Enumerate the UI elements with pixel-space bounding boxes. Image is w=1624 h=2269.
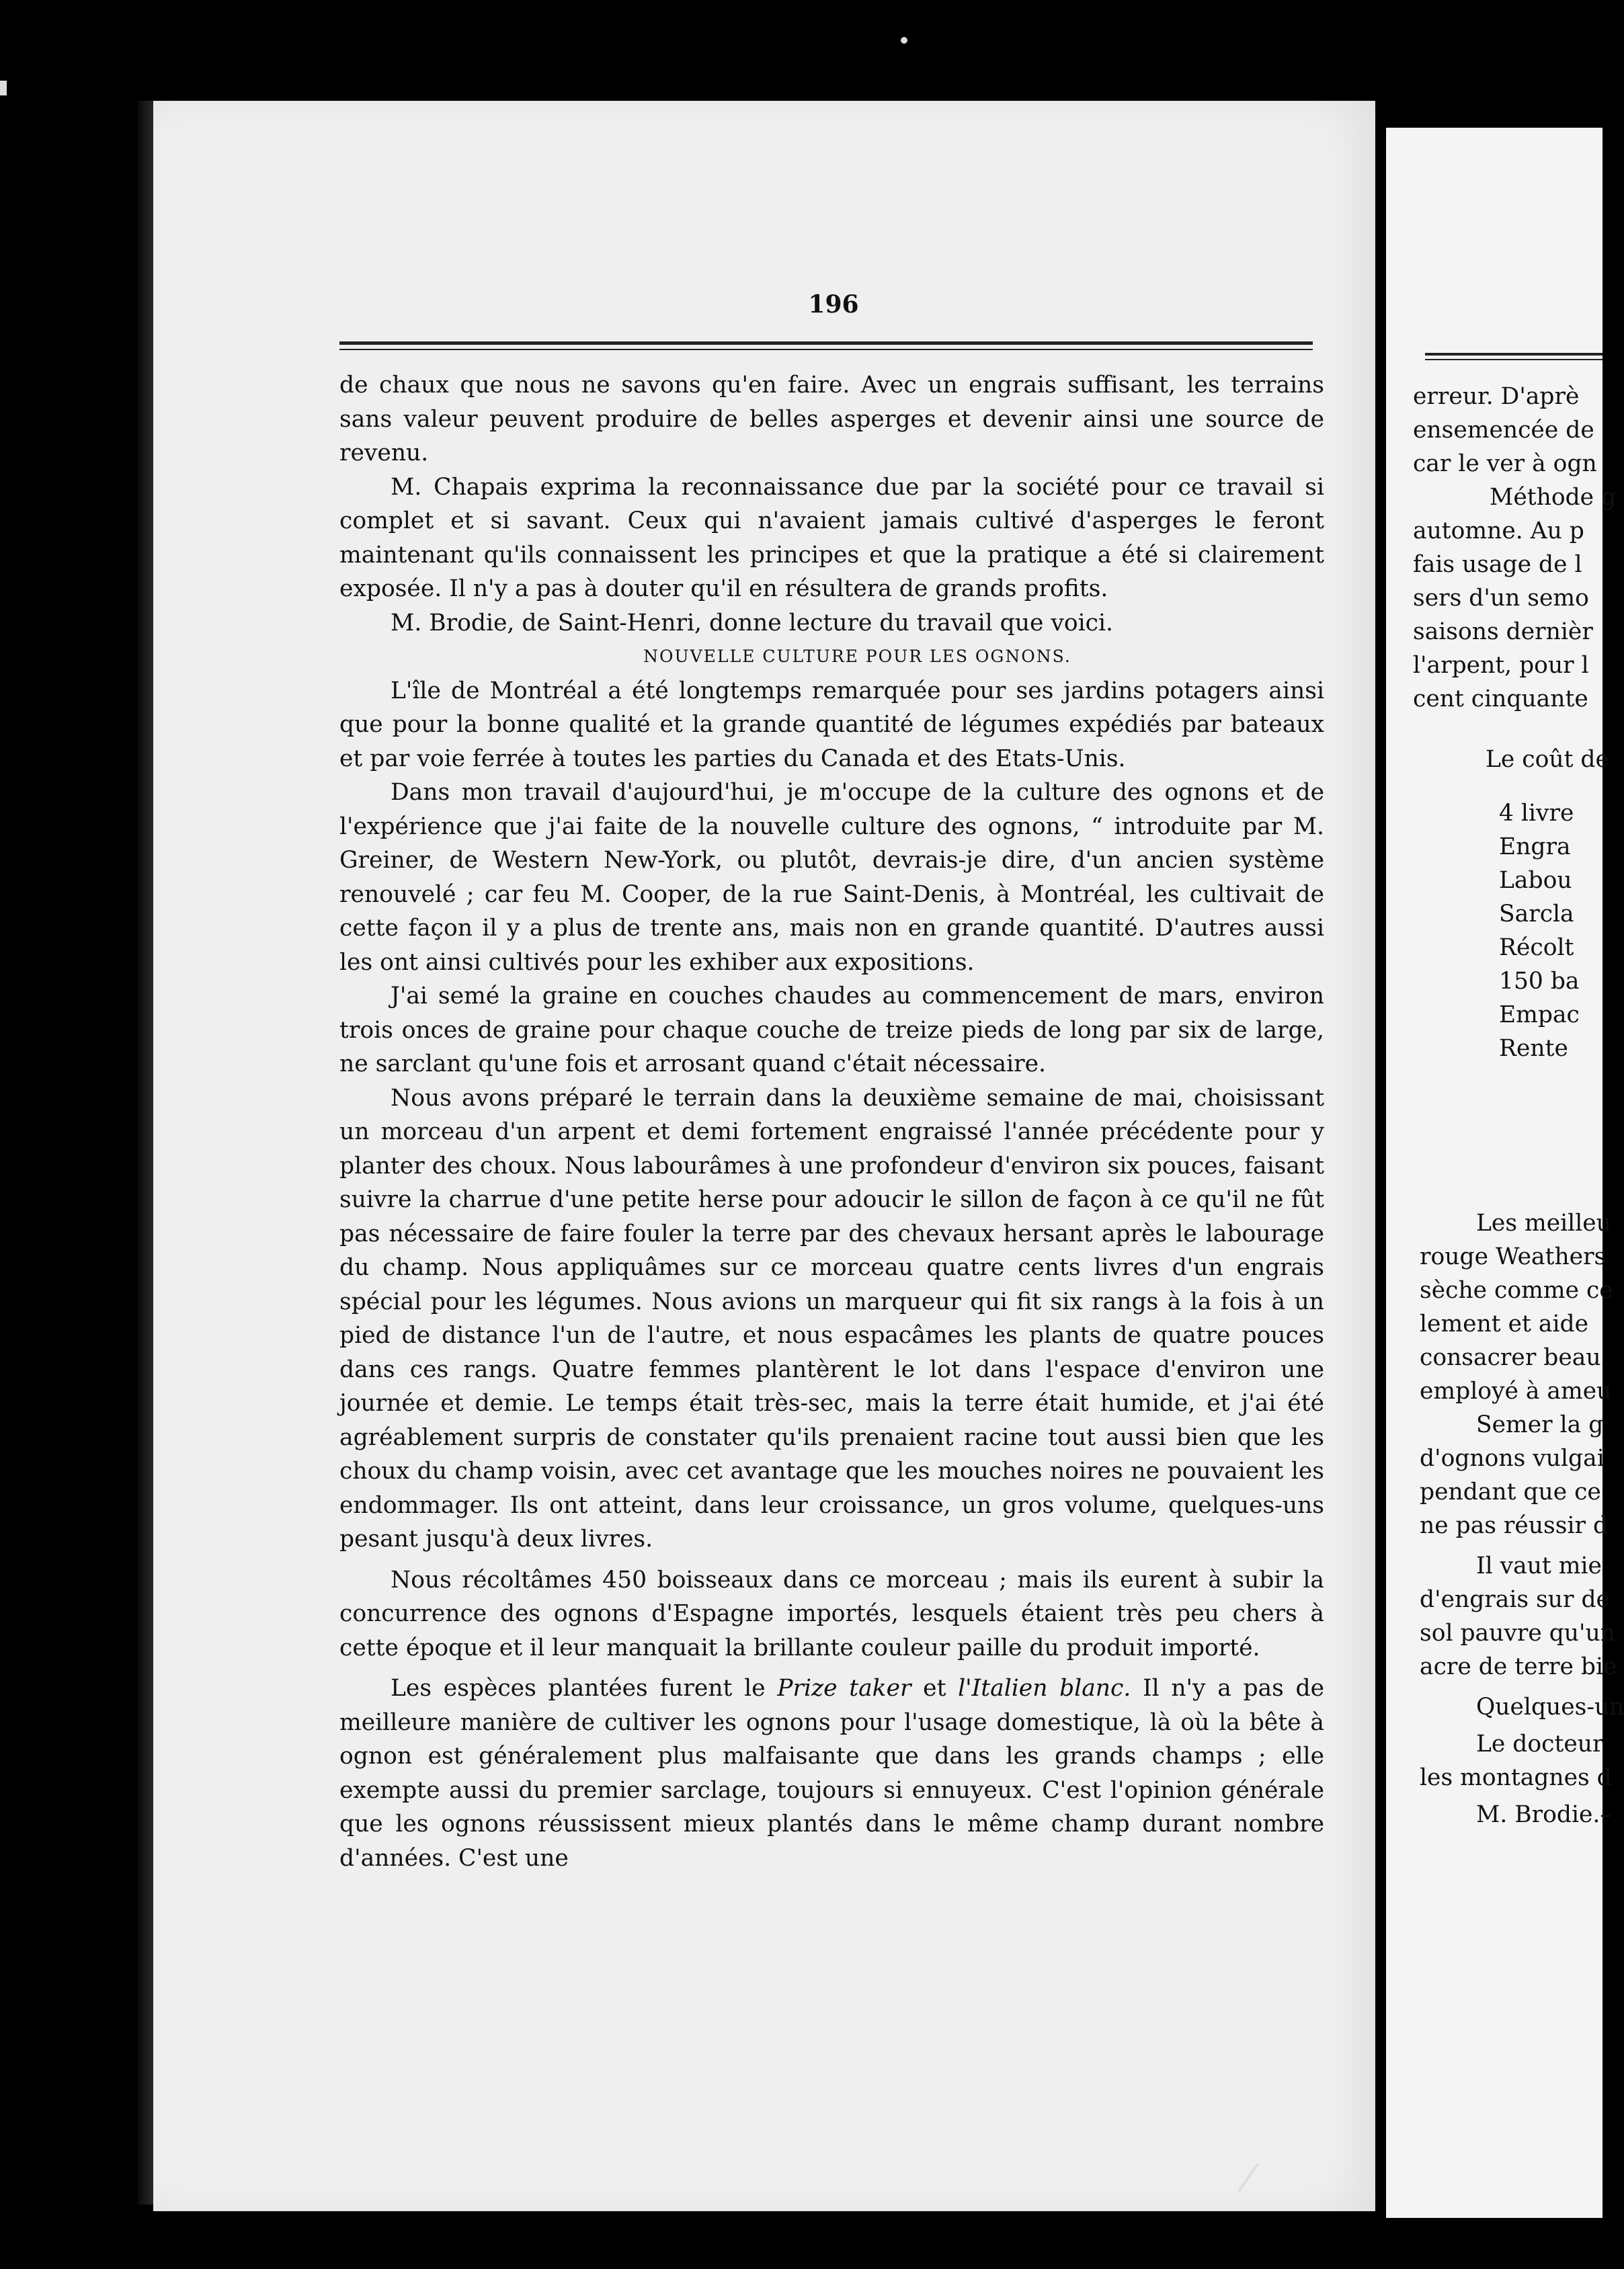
right-line: 150 ba <box>1499 968 1580 995</box>
paragraph: Nous avons préparé le terrain dans la deuxième semaine de mai, choisissant un morceau d'un arpent et demi fortement engraissé l'année précédente pour y planter des choux. Nous labourâmes à une profondeur d'environ six pouces, faisant suivre la charrue d'une petite herse pour adoucir le sillon de façon à ce qu'il ne fût pas nécessaire de faire fouler la terre par des chevaux hersant après le labourage du champ. Nous appliquâmes sur ce morceau quatre cents livres d'un engrais spécial pour les légumes. Nous avions un marqueur qui fit six rangs à la fois à un pied de distance l'un de l'autre, et nous espacâmes les plants de quatre pouces dans ces rangs. Quatre femmes plantèrent le lot dans l'espace d'environ une journée et demie. Le temps était très-sec, mais la terre était humide, et j'ai été agréablement surpris de constater qu'ils prenaient racine tout aussi bien que les choux du champ voisin, avec cet avantage que les mouches noires ne pouvaient les endommager. Ils ont atteint, dans leur croissance, un gros volume, quelques-uns pesant jusqu'à deux livres. <box>339 1084 1324 1553</box>
page-text <box>339 368 1324 1875</box>
right-line: saisons dernièr <box>1413 618 1593 645</box>
right-line: Labou <box>1499 867 1572 894</box>
scan-speck <box>901 37 907 44</box>
right-line: Récolt <box>1499 934 1574 961</box>
right-header-rule <box>1425 353 1602 356</box>
right-line: d'ognons vulgai <box>1420 1445 1605 1472</box>
text-run: Il n'y a pas de meilleure manière de cultiver les ognons pour l'usage domestique, là où la bête à ognon est généralement plus malfaisante que dans les grands champs ; elle exempte aussi du premier sarclage, toujours si ennuyeux. C'est l'opinion générale que les ognons réussissent mieux plantés dans le même champ durant nombre d'années. C'est une <box>339 1675 1324 1872</box>
paragraph: Nous récoltâmes 450 boisseaux dans ce morceau ; mais ils eurent à subir la concurrence des ognons d'Espagne importés, lesquels étaient très peu chers à cette époque et il leur manquait la brillante couleur paille du produit importé. <box>339 1566 1324 1661</box>
right-line: erreur. D'aprè <box>1413 383 1580 410</box>
variety-name: Prize taker <box>777 1675 911 1702</box>
right-line: Semer la g <box>1476 1411 1604 1438</box>
right-line: Le coût de <box>1486 746 1609 773</box>
right-line: sers d'un semo <box>1413 585 1589 612</box>
right-line: ne pas réussir d <box>1420 1512 1609 1539</box>
section-title: NOUVELLE CULTURE POUR LES OGNONS. <box>643 647 1071 666</box>
text-run: et <box>911 1675 959 1702</box>
right-line: M. Brodie.– <box>1476 1801 1612 1828</box>
paragraph: J'ai semé la graine en couches chaudes au commencement de mars, environ trois onces de graine pour chaque couche de treize pieds de long par six de large, ne sarclant qu'une fois et arrosant quand c'était nécessaire. <box>339 983 1324 1077</box>
right-line: rouge Weathers <box>1420 1243 1607 1270</box>
right-line: les montagnes d <box>1420 1764 1612 1791</box>
paragraph-last <box>339 1672 1324 1875</box>
right-header-rule-thin <box>1425 359 1602 360</box>
text-run: Les espèces plantées furent le <box>391 1675 778 1702</box>
paragraph: de chaux que nous ne savons qu'en faire. Avec un engrais suffisant, les terrains sans valeur peuvent produire de belles asperges et devenir ainsi une source de revenu. <box>339 372 1324 466</box>
paragraph: L'île de Montréal a été longtemps remarquée pour ses jardins potagers ainsi que pour la bonne qualité et la grande quantité de légumes expédiés par bateaux et par voie ferrée à toutes les parties du Canada et des Etats-Unis. <box>339 677 1324 772</box>
variety-name: l'Italien blanc. <box>958 1675 1131 1702</box>
right-line: acre de terre bie <box>1420 1653 1617 1680</box>
right-line: pendant que ce <box>1420 1479 1601 1505</box>
right-line: fais usage de l <box>1413 551 1582 578</box>
right-line: lement et aide <box>1420 1311 1588 1337</box>
right-line: Le docteur <box>1476 1731 1604 1758</box>
right-line: 4 livre <box>1499 800 1574 827</box>
right-line: sèche comme ce <box>1420 1277 1613 1304</box>
right-line: employé à ameu <box>1420 1378 1612 1405</box>
right-line: Engra <box>1499 833 1571 860</box>
right-line: Les meilleu <box>1476 1210 1611 1237</box>
right-line: Quelques-un <box>1476 1694 1624 1721</box>
right-line: Il vaut mie <box>1476 1553 1602 1579</box>
paragraph: M. Chapais exprima la reconnaissance due par la société pour ce travail si complet et si savant. Ceux qui n'avaient jamais cultivé d'asperges le feront maintenant qu'ils connaissent les principes et que la pratique a été si clairement exposée. Il n'y a pas à douter qu'il en résultera de grands profits. <box>339 473 1324 602</box>
paragraph: M. Brodie, de Saint-Henri, donne lecture du travail que voici. <box>391 609 1113 636</box>
right-line: Empac <box>1499 1001 1580 1028</box>
right-line: sol pauvre qu'un <box>1420 1620 1615 1647</box>
scan-speck <box>0 81 7 95</box>
right-line: Sarcla <box>1499 901 1574 927</box>
right-line: Rente <box>1499 1035 1568 1062</box>
right-line: Méthode g <box>1490 484 1617 511</box>
right-line: cent cinquante <box>1413 686 1588 712</box>
right-line: automne. Au p <box>1413 518 1584 544</box>
page-number: 196 <box>808 290 859 319</box>
right-line: ensemencée de <box>1413 417 1594 444</box>
header-rule <box>339 341 1313 345</box>
right-line: consacrer beau <box>1420 1344 1601 1371</box>
right-line: car le ver à ogn <box>1413 450 1597 477</box>
right-line: d'engrais sur de <box>1420 1586 1610 1613</box>
header-rule-thin <box>339 349 1313 350</box>
right-line: l'arpent, pour l <box>1413 652 1589 679</box>
paragraph: Dans mon travail d'aujourd'hui, je m'occupe de la culture des ognons et de l'expérience que j'ai faite de la nouvelle culture des ognons, “ introduite par M. Greiner, de Western New-York, ou plutôt, devrais-je dire, d'un ancien système renouvelé ; car feu M. Cooper, de la rue Saint-Denis, à Montréal, les cultivait de cette façon il y a plus de trente ans, mais non en grande quantité. D'autres aussi les ont ainsi cultivés pour les exhiber aux expositions. <box>339 779 1324 976</box>
